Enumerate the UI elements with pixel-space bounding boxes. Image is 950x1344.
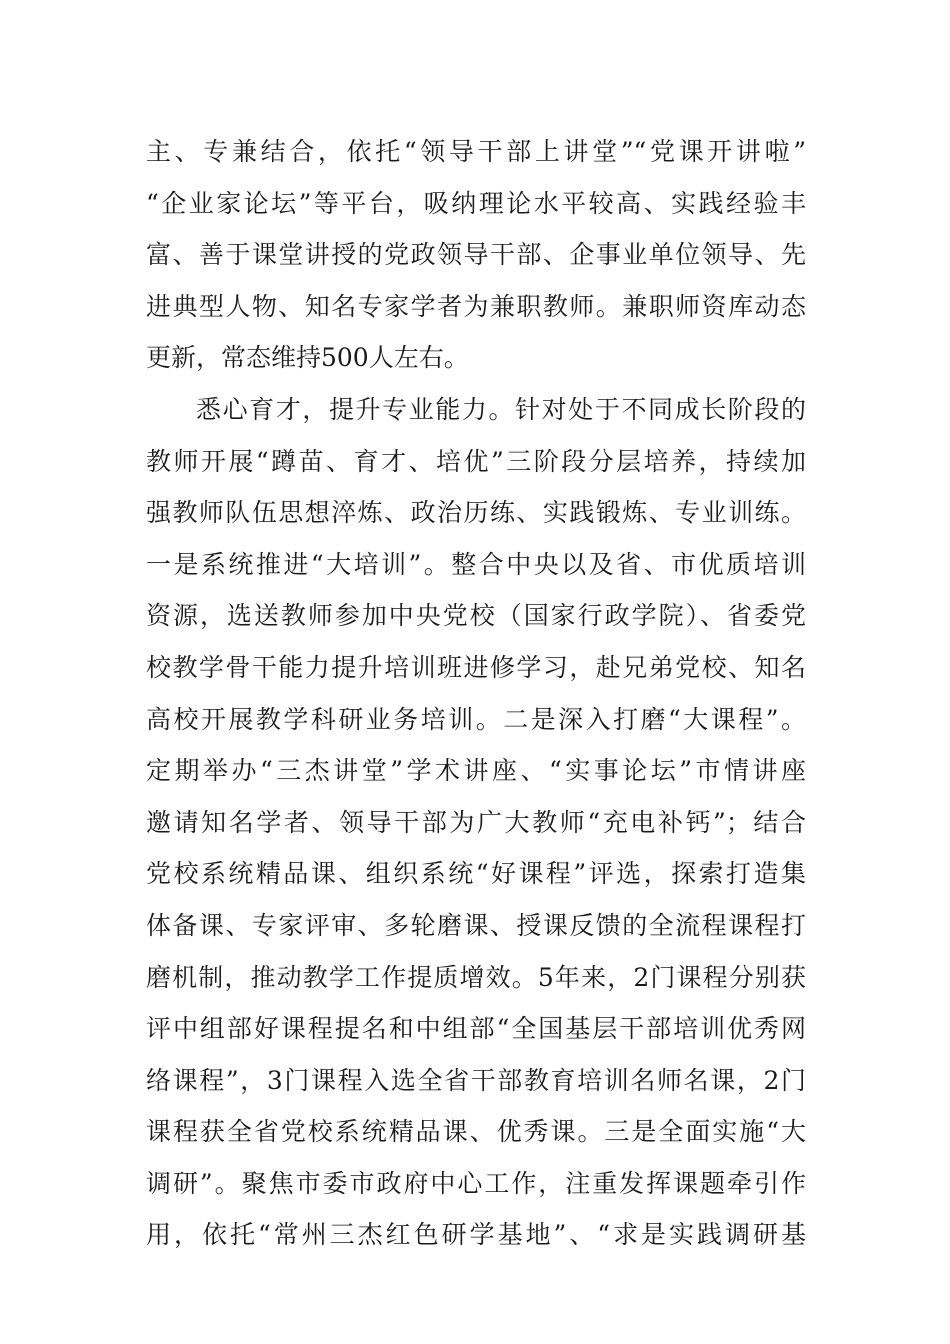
text-line: 资源，选送教师参加中央党校（国家行政学院）、省委党 bbox=[146, 601, 806, 631]
text-line: 一是系统推进“大培训”。整合中央以及省、市优质培训 bbox=[146, 549, 806, 579]
text-line: 更新，常态维持500人左右。 bbox=[146, 343, 469, 373]
text-line: 悉心育才，提升专业能力。针对处于不同成长阶段的 bbox=[196, 394, 806, 424]
text-line: 富、善于课堂讲授的党政领导干部、企事业单位领导、先 bbox=[146, 240, 806, 270]
text-line: 络课程”，3门课程入选全省干部教育培训名师名课，2门 bbox=[146, 1065, 806, 1095]
text-line: 体备课、专家评审、多轮磨课、授课反馈的全流程课程打 bbox=[146, 910, 806, 940]
text-line: 高校开展教学科研业务培训。二是深入打磨“大课程”。 bbox=[146, 704, 806, 734]
text-line: “企业家论坛”等平台，吸纳理论水平较高、实践经验丰 bbox=[146, 188, 806, 218]
text-line: 磨机制，推动教学工作提质增效。5年来，2门课程分别获 bbox=[146, 962, 806, 992]
text-line: 调研”。聚焦市委市政府中心工作，注重发挥课题牵引作 bbox=[146, 1168, 806, 1198]
text-line: 强教师队伍思想淬炼、政治历练、实践锻炼、专业训练。 bbox=[146, 498, 806, 528]
paragraph-1 bbox=[146, 126, 806, 384]
text-line: 主、专兼结合，依托“领导干部上讲堂”“党课开讲啦” bbox=[146, 137, 806, 166]
text-line: 教师开展“蹲苗、育才、培优”三阶段分层培养，持续加 bbox=[146, 446, 806, 476]
text-line: 课程获全省党校系统精品课、优秀课。三是全面实施“大 bbox=[146, 1117, 806, 1147]
body-text bbox=[146, 126, 806, 1261]
text-line: 党校系统精品课、组织系统“好课程”评选，探索打造集 bbox=[146, 859, 806, 889]
text-line: 邀请知名学者、领导干部为广大教师“充电补钙”；结合 bbox=[146, 807, 806, 837]
text-line: 评中组部好课程提名和中组部“全国基层干部培训优秀网 bbox=[146, 1014, 806, 1044]
text-line: 用，依托“常州三杰红色研学基地”、“求是实践调研基 bbox=[146, 1220, 806, 1250]
text-line: 进典型人物、知名专家学者为兼职教师。兼职师资库动态 bbox=[146, 291, 806, 321]
text-line: 校教学骨干能力提升培训班进修学习，赴兄弟党校、知名 bbox=[146, 652, 806, 682]
text-line: 定期举办“三杰讲堂”学术讲座、“实事论坛”市情讲座 bbox=[146, 756, 806, 786]
paragraph-2 bbox=[146, 384, 806, 1261]
